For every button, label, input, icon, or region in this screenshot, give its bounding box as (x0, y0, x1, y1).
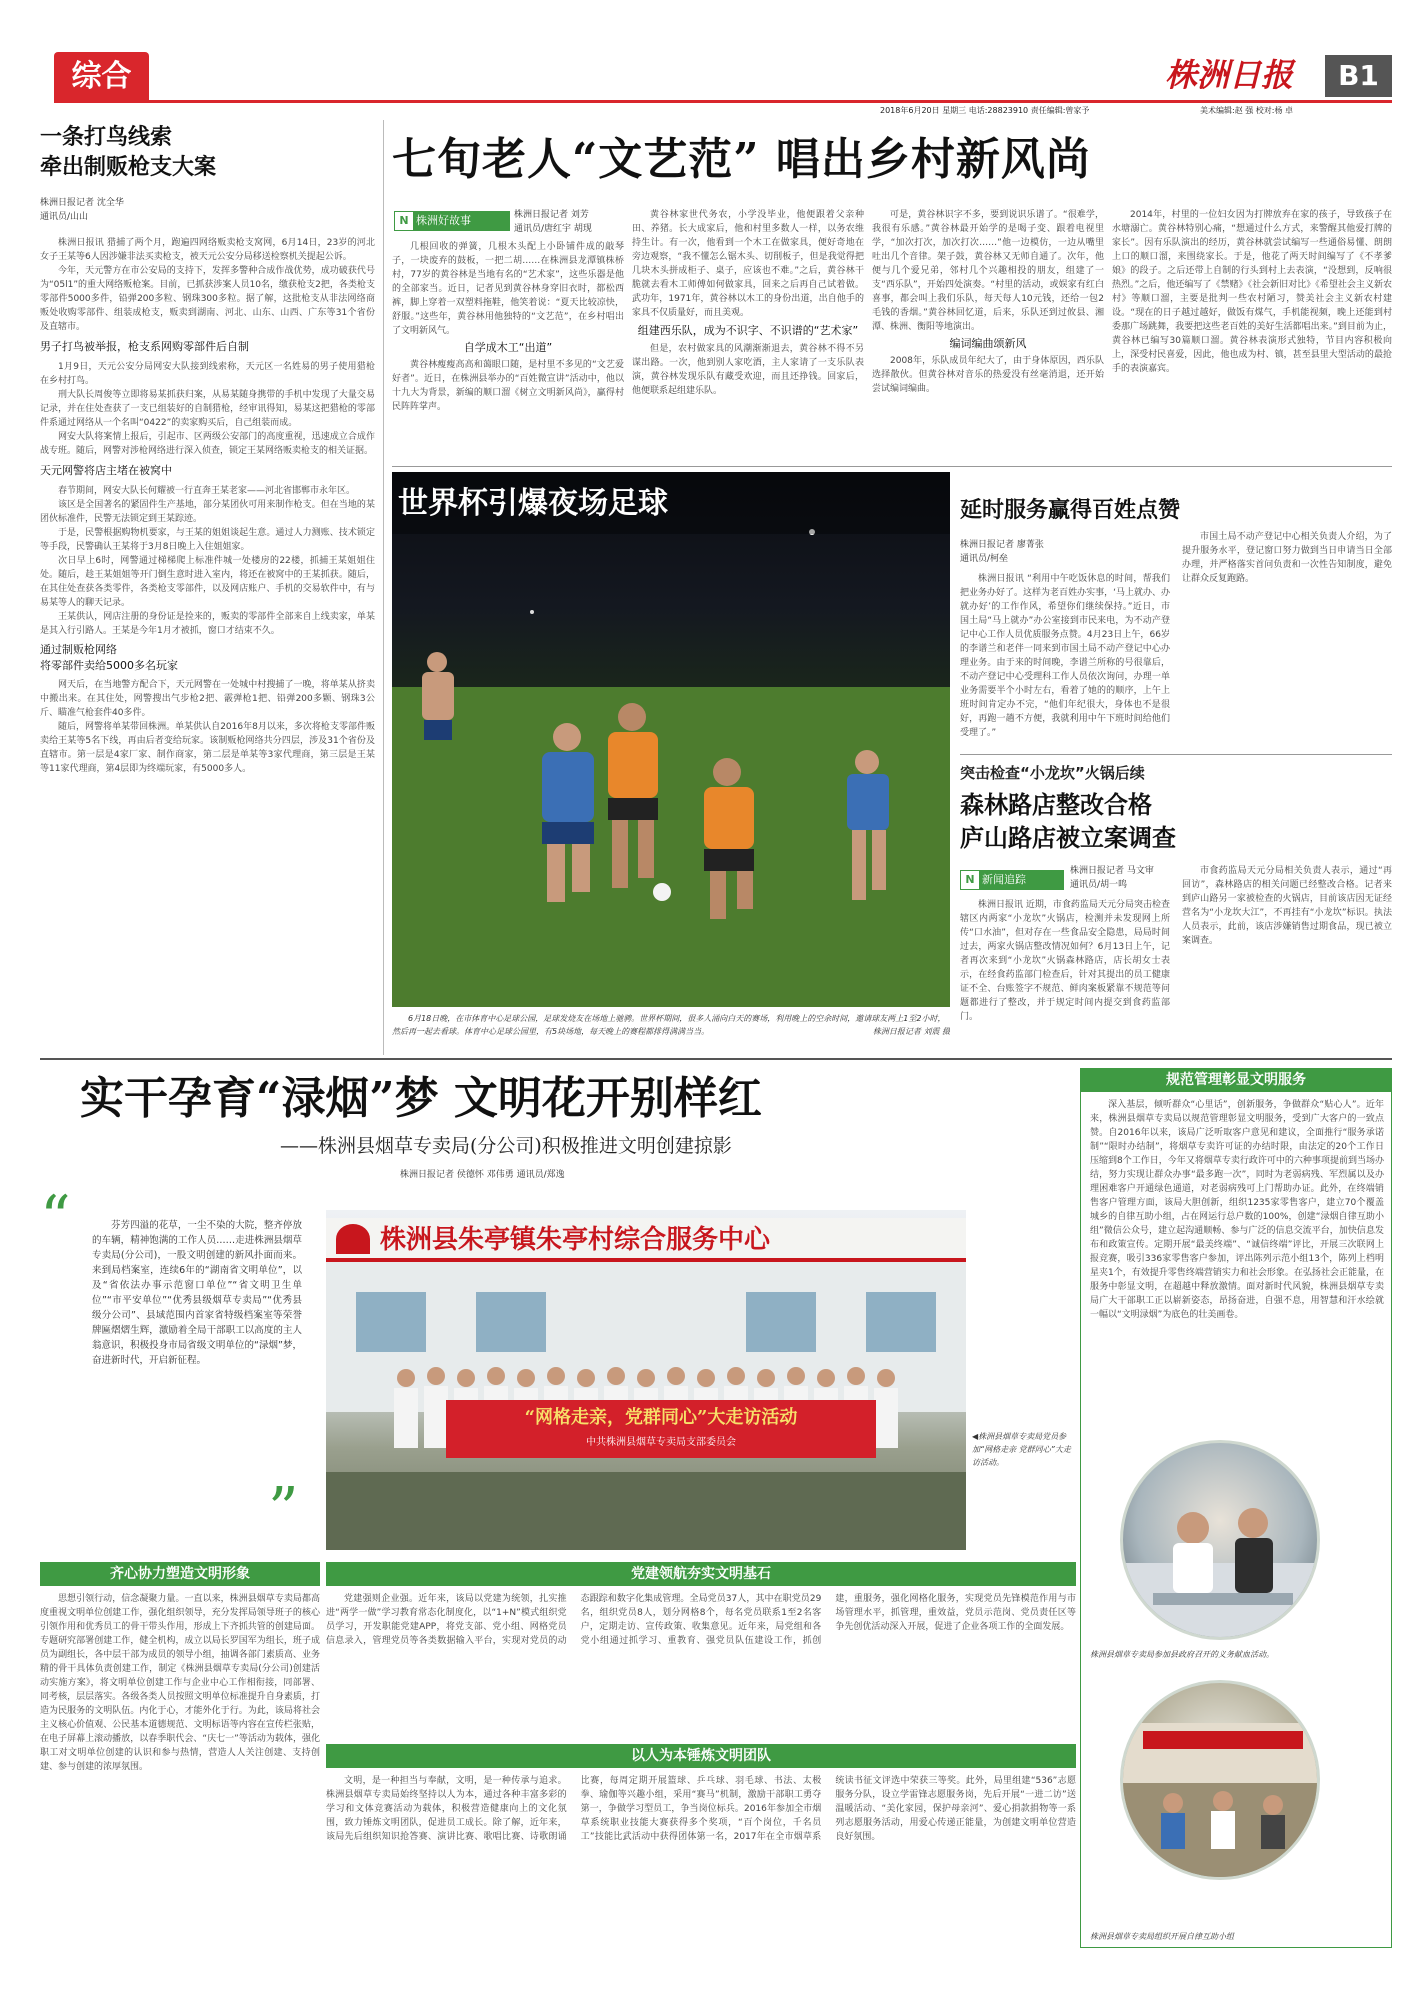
paragraph: 可是，黄谷林识字不多，要到说识乐谱了。“很难学，我很有乐感。”黄谷林最开始学的是喝子变、跟着电视里学，“加次打次，加次打次……”他一边模仿，一边从嘴里吐出几个音律。架子鼓，黄谷林又无师自通了。次年，他便与几个爱兄弟，邻村几个兴趣相投的朋友，组建了一支“西乐队”，开始四处演奏。“村里的活动，或娱家有红白喜事，都会叫上我们乐队，每天每人10元钱，还给一包2毛钱的香烟。”黄谷林回忆道，后来，乐队还到过攸县、湘潭、株洲、衡阳等地演出。 (872, 210, 1104, 332)
paragraph: 2008年，乐队成员年纪大了，由于身体原因，西乐队选择散伙。但黄谷林对音乐的热爱没有丝毫消退，还开始尝试编词编曲。 (872, 356, 1104, 394)
subhead: 自学成木工“出道” (463, 341, 553, 354)
restaurant-byline (1070, 864, 1190, 892)
column-divider (383, 120, 384, 1055)
column-tag (960, 870, 1064, 890)
headline-line2: 庐山路店被立案调查 (960, 823, 1176, 852)
service-byline (960, 538, 1160, 566)
proofreader: 校对:杨 卓 (1255, 106, 1294, 115)
subhead: 天元网警将店主堵在被窝中 (40, 464, 172, 477)
paragraph: 芬芳四溢的花草，一尘不染的大院，整齐停放的车辆，精神饱满的工作人员……走进株洲县烟草专卖局(分公司)，一股文明创建的新风扑面而来。来到局档案室，连续6年的“湖南省文明单位”，以及“省依法办事示范窗口单位”“省文明卫生单位”“市平安单位”“优秀县级烟草专卖局”“优秀县级分公司”、县域范围内首家省特级档案室等荣誉牌匾熠熠生辉，激励着全局干部职工以高度的主人翁意识，积极投身市局省级文明单位的“渌烟”梦，奋进新时代，开启新征程。 (92, 1220, 302, 1366)
section-bar: 齐心协力塑造文明形象 (40, 1562, 320, 1586)
blood-donation-scene (1123, 1443, 1320, 1640)
paragraph: 王某供认，网店注册的身份证是捡来的，贩卖的零部件全部来自上线卖家，单某是其入行引路人。王某是今年1月才被抓，窗口才结束不久。 (40, 612, 375, 636)
horizontal-rule (392, 466, 1392, 467)
byline-correspondent: 通讯员/唐红宇 胡现 (514, 224, 592, 234)
paragraph: 思想引领行动，信念凝聚力量。一直以来，株洲县烟草专卖局都高度重视文明单位创建工作，强化组织领导，充分发挥局领导班子的核心引领作用和优秀员工的骨干带头作用，形成上下齐抓共管的创建局面。专题研究部署创建工作，健全机构，成立以局长罗国军为组长，班子成员为副组长，各中层干部为成员的领导小组，抽调各部门素质高、业务精的骨干具体负责创建工作，制定《株洲县烟草专卖局(分公司)创建活动实施方案》，将文明单位创建工作与企业中心工作相衔接，同部署、同考核，层层落实。各级各类人员按照文明单位标准提升自身素质，打造为民服务的文明队伍。内化于心，才能外化于行。为此，该局将社会主义核心价值观、公民基本道德规范、文明标语等内容在宣传栏张贴，在电子屏幕上滚动播放，以春季职代会、“庆七一”等活动为载体，强化职工对文明单位创建的认识和参与热情，营造人人关注创建、支持创建、参与创建的浓厚氛围。 (40, 1594, 320, 1772)
sec-d-body (1090, 1098, 1384, 1430)
dateline (880, 104, 1200, 118)
caption-text: 6月18日晚，在市体育中心足球公园，足球发烧友在场地上驰骋。世界杯期间，很多人涌向白天的赛场，利用晚上的空余时间，邀请球友两上1至2小时，然后再一起去看球。体育中心足球公园里，有5块场地，每天晚上的赛程都排得满满当当。 (392, 1014, 946, 1036)
paragraph: 市食药监局天元分局相关负责人表示，通过“再回访”，森林路店的相关问题已经整改合格。记者来到庐山路另一家被检查的火锅店，目前该店因无证经营名为“小龙坎大江”，不再挂有“小龙坎”标识。执法人员表示，此前，该店涉嫌销售过期食品，现已被立案调查。 (1182, 866, 1392, 946)
sec-b-body (326, 1592, 1076, 1734)
group-photo (326, 1210, 966, 1550)
football-photo (392, 472, 950, 1007)
column-tag (394, 211, 510, 231)
byline-reporter: 株洲日报记者 马文审 (1070, 866, 1154, 876)
paragraph: 该区是全国著名的紧固件生产基地，部分某团伙可用来制作枪支。但在当地的某团伙标准件，民警无法锁定到王某踪迹。 (40, 500, 375, 524)
paragraph: 网安大队将案情上报后，引起市、区两级公安部门的高度重视，迅速成立合成作战专班。随后，网警对涉枪网络进行深入侦查，锁定王某网络贩卖枪支的相关证据。 (40, 432, 375, 456)
paragraph: 但是，农村做家具的风潮渐渐退去，黄谷林不得不另谋出路。一次，他到别人家吃酒，主人家请了一支乐队表演，黄谷林发现乐队有藏受欢迎，而且还挣钱。回家后，他便联系起组建乐队。 (632, 344, 864, 396)
byline-correspondent: 通讯员/山山 (40, 212, 89, 222)
group-meeting-scene (1123, 1683, 1320, 1880)
phone: 电话:28823910 (968, 106, 1029, 115)
pointer-icon: ◀ (972, 1432, 979, 1441)
circle-photo-2 (1120, 1680, 1320, 1880)
gun-case-body (40, 236, 375, 1042)
section-divider (40, 1058, 1392, 1060)
banner-main: “网格走亲，党群同心”大走访活动 (524, 1407, 798, 1428)
football-headline: 世界杯引爆夜场足球 (392, 472, 950, 534)
page-number: B1 (1325, 55, 1392, 97)
byline-correspondent: 通讯员/胡一鸣 (1070, 880, 1128, 890)
artist-col-4 (1112, 208, 1392, 462)
gun-case-headline (40, 122, 370, 182)
horizontal-rule (960, 754, 1392, 755)
section-rule (54, 100, 1392, 103)
column-name: 新闻追踪 (982, 873, 1026, 886)
paragraph: 株洲日报讯 猎捕了两个月，跑遍四网络贩卖枪支窝网，6月14日，23岁的河北女子王某等6人因涉嫌非法买卖枪支，被天元公安分局移送检察机关提起公诉。 (40, 238, 375, 262)
sign-logo-icon (336, 1224, 370, 1254)
restaurant-col-2 (1182, 864, 1392, 1044)
building-sign (326, 1218, 966, 1262)
date: 2018年6月20日 (880, 106, 940, 115)
byline-reporter: 株洲日报记者 沈全华 (40, 198, 124, 208)
n-tag-icon: N (395, 212, 413, 230)
football-scene (392, 472, 950, 1007)
restaurant-col-1 (960, 898, 1170, 1044)
artist-col-3 (872, 208, 1104, 462)
artist-headline: 七旬老人“文艺范” 唱出乡村新风尚 (392, 134, 1091, 185)
football-caption (392, 1012, 950, 1052)
section-tab (54, 52, 149, 102)
sec-a-body (40, 1592, 320, 1948)
artist-col-1 (392, 240, 624, 462)
paragraph: 株洲日报讯 近期，市食药监局天元分局突击检查辖区内两家“小龙坎”火锅店，检测并未发现网上所传“口水油”，但对存在一些食品安全隐患，局局时间过去，两家火锅店整改情况如何？6月13日上午，记者再次来到“小龙坎”火锅森林路店，店长胡女士表示，在经食药监部门检查后，针对其提出的员工健康证不全、台账签字不规范、鲜肉案板紧靠不规范等问题都进行了整改，并于规定时间内提交到食药监部门。 (960, 900, 1170, 1022)
caption-text: 株洲县烟草专卖局党员参加“网格走亲 党群同心”大走访活动。 (972, 1432, 1071, 1467)
service-headline: 延时服务赢得百姓点赞 (960, 497, 1181, 523)
subhead: 通过制贩枪网络 (40, 643, 117, 656)
n-tag-icon: N (961, 871, 979, 889)
banner-sub: 中共株洲县烟草专卖局支部委员会 (586, 1437, 736, 1448)
restaurant-headline (960, 788, 1390, 854)
pitch (392, 687, 950, 1007)
floodlight (530, 610, 534, 614)
paragraph: 2014年，村里的一位妇女因为打牌放弃在家的孩子，导致孩子在水塘溺亡。黄谷林特别心痛，“想通过什么方式，来警醒其他爱打牌的家长”。因有乐队演出的经历，黄谷林就尝试编写一些通俗易懂、朗朗上口的顺口溜，来围绕家长。于是，他花了两天时间编写了《不孝爹娘》的段子。之后还带上自制的行头到村上去表演，“没想到，反响很热烈。”之后，他还编写了《禁赌》《社会新旧对比》《希望社会主义新农村》等顺口溜，主要是批判一些农村陋习，赞美社会主义新农村建设。“现在的日子越过越好，做饭有煤气，手机能视频，晚上还能到村委那广场跳舞，我要把这些老百姓的美好生活都唱出来。”到目前为止，黄谷林已编写30篇顺口溜。黄谷林表演形式独特，节目内容积极向上，深受村民喜爱，因此，他也成为村、镇，甚至县里大型活动的最抢手的表演嘉宾。 (1112, 210, 1392, 374)
open-quote-icon: “ (40, 1183, 71, 1253)
subhead: 组建西乐队，成为不识字、不识谱的“艺术家” (637, 324, 859, 337)
tobacco-subtitle: ——株洲县烟草专卖局(分公司)积极推进文明创建掠影 (280, 1135, 732, 1157)
weekday: 星期三 (942, 106, 967, 115)
paragraph: 刑大队长周俊等立即将易某抓获归案，从易某随身携带的手机中发现了大量交易记录，并在住处查获了一支已组装好的自制猎枪，经审讯得知，易某这把猎枪的零部件系通过网络从一个名叫“0422”的卖家购买后，自己组装而成。 (40, 390, 375, 428)
editor: 责任编辑:曾家予 (1030, 106, 1090, 115)
paragraph: 1月9日，天元公安分局网安大队接到线索称，天元区一名姓易的男子使用猎枪在乡村打鸟。 (40, 362, 375, 386)
service-col-1 (960, 572, 1170, 748)
photo-credit: 株洲日报记者 刘震 摄 (872, 1027, 950, 1036)
player-shirtless (422, 652, 454, 740)
section-bar: 规范管理彰显文明服务 (1080, 1068, 1392, 1092)
paragraph: 今年，天元警方在市公安局的支持下，发挥多警种合成作战优势，成功破获代号为“05l1”的重大网络贩枪案。目前，已抓获涉案人员10名，缴获枪支2把，各类枪支零部件5000多件，铅弹200多粒、钢珠300多粒。据了解，这批枪支从非法网络商贩处收购零部件、组装成枪支，贩卖到湖南、河北、山东、山西、广东等31个省份及直辖市。 (40, 266, 375, 332)
paragraph: 几根回收的弹簧，几根木头配上小卧铺件成的敲琴子，一块废弃的鼓板，一把二胡……在株洲县龙潭镇株桥村，77岁的黄谷林是当地有名的“艺术家”，这些乐器是他的全部家当。近日，记者见到黄谷林身穿旧衣时，都松西裤，脚上穿着一双塑料拖鞋，他笑着说：“夏天比较凉快，舒服。”这些年，黄谷林用他独特的“文艺范”，在乡村唱出了文明新风气。 (392, 242, 624, 336)
subhead: 男子打鸟被举报，枪支系网购零部件后自制 (40, 340, 249, 353)
football-ball (653, 883, 671, 901)
paragraph: 黄谷林瘦瘦高高和蔼眼口随，是村里不多见的“文艺爱好者”。近日，在株洲县举办的“百姓微宣讲”活动中，他以十九大为背景，新编的顺口溜《树立文明新风尚》，赢得村民阵阵掌声。 (392, 360, 624, 412)
byline-reporter: 株洲日报记者 刘芳 (514, 210, 589, 220)
artist-col-2 (632, 208, 864, 462)
byline-correspondent: 通讯员/柯垒 (960, 554, 1009, 564)
restaurant-kicker: 突击检查“小龙坎”火锅后续 (960, 764, 1145, 782)
section-name: 综合 (71, 59, 132, 94)
close-quote-icon: ” (268, 1475, 299, 1545)
gun-case-byline (40, 196, 290, 224)
paragraph: 株洲日报讯 “利用中午吃饭休息的时间，帮我们把业务办好了。这样为老百姓办实事，‘马上就办、办就办好’的工作作风，希望你们继续保持。”近日，市国土局“马上就办”办公室接到市民来电，为不动产登记中心工作人员优质服务点赞。4月23日上午，66岁的李谱兰和老伴一同来到市国土局不动产登记中心办理业务。由于来的时间晚，李谱兰所称的号很靠后，不动产登记中心受理科工作人员依次询问，办理一单业务需要半个小时左右，看着了她的的顺序，上午上班时间肯定办不完，“他们年纪很大，身体也不是很好，再跑一趟不方便，我就利用中午下班时间给他们受理了。” (960, 574, 1170, 738)
circle-photo-2-caption: 株洲县烟草专卖局组织开展自律互助小组 (1090, 1932, 1234, 1941)
paragraph: 网天后，在当地警方配合下，天元网警在一处城中村搜捕了一晚，将单某从挤卖中搬出来。在其住处，网警搜出气步枪2把、霰弹枪1把、铅弹200多颗、钢珠3公斤、瞄准气枪套件40多件。 (40, 680, 375, 718)
paragraph: 次日早上6时，网警通过梯梯爬上标准件城一处楼房的22楼，抓捕王某姐姐住处。随后，趁王某姐姐等开门倒生意时进入室内，将还在被窝中的王某抓获。随后，在其住处查获各类零件，各类枪支零部件，以及网店账户、手机的交易软件中，有与易某等人的聊天记录。 (40, 556, 375, 608)
intro-quote (92, 1218, 302, 1488)
headline-line2: 牵出制贩枪支大案 (40, 154, 217, 180)
section-bar: 以人为本锤炼文明团队 (326, 1744, 1076, 1768)
paragraph: 春节期间，网安大队长何耀被一行直奔王某老家——河北省邯郸市永年区。 (58, 486, 356, 496)
activity-banner (446, 1400, 876, 1458)
dateline-2 (1200, 104, 1395, 118)
circle-photo-1 (1120, 1440, 1320, 1640)
headline-line1: 森林路店整改合格 (960, 790, 1152, 819)
paragraph: 于是，民警根据购物机要家，与王某的姐姐谈起生意。通过人力测账、技术锁定等手段，民警确认王某将于3月8日晚上入住姐姐家。 (40, 528, 375, 552)
newspaper-logo: 株洲日报 (1165, 56, 1294, 94)
tobacco-headline: 实干孕育“渌烟”梦 文明花开别样红 (80, 1073, 762, 1124)
paragraph: 市国土局不动产登记中心相关负责人介绍，为了提升服务水平，登记窗口努力做到当日申请当日全部办理，并严格落实首问负责和一次性告知制度，避免让群众反复跑路。 (1182, 532, 1392, 584)
art-editor: 美术编辑:赵 强 (1200, 106, 1254, 115)
sign-text: 株洲县朱亭镇朱亭村综合服务中心 (380, 1225, 771, 1255)
paragraph: 黄谷林家世代务农，小学没毕业，他便跟着父亲种田、养猪。长大成家后，他和村里多数人一样，以务农维持生计。有一次，他看到一个木工在做家具，便好奇地在旁边观察，“我不懂怎么锯木头、切削板子，但是我觉得把几块木头拼成柜子、桌子，应该也不难。”之后，黄谷林干脆就去看木工师傅如何做家具，回来之后再自己试着做。武功年，1971年，黄谷林以木工的身份出道，出自他手的家具不仅质量好，而且美观。 (632, 210, 864, 318)
sec-c-body (326, 1774, 1076, 1948)
paragraph: 随后，网警将单某带回株洲。单某供认自2016年8月以来，多次将枪支零部件贩卖给王某等5名下线，再由后者变给玩家。该制贩枪网络共分四层，涉及31个省份及直辖市。第一层是4家厂家、制作商家，第二层是单某等3家代理商，第三层是王某等11家代理商，第4层即为终端玩家，有5000多人。 (40, 722, 375, 774)
group-photo-caption (972, 1430, 1072, 1469)
circle-photo-1-caption: 株洲县烟草专卖局参加县政府召开的义务献血活动。 (1090, 1650, 1274, 1659)
paragraph: 深入基层，倾听群众“心里话”，创新服务，争做群众“贴心人”。近年来，株洲县烟草专卖局以规范管理彰显文明服务，受到广大客户的一致点赞。自2016年以来，该局广泛听取客户意见和建议，全面推行“服务承诺制”“限时办结制”，将烟草专卖许可证的办结时限，由法定的20个工作日压缩到8个工作日，今年又将烟草专卖行政许可中的六种事项提前到当场办结，努力实现让群众办事“最多跑一次”，同时为老弱病残、军烈属以及办理困难客户开通绿色通道，对老弱病残可上门帮助办证。此外，在终端销售客户管理方面，该局大胆创新，组织1235家零售客户，建立70个覆盖城乡的自律互助小组，占在网运行总户数的100%，创建“渌烟自律互助小组”微信公众号，建立起沟通顺畅、参与广泛的信息交流平台，加快信息发布和政策宣传。定期开展“最美终端”、“诚信终端”评比，开展三次联网上报竞赛，吸引336家零售客户参加，评出陈列示范小组13个，陈列上档明星夹1个，有效提升零售终端营销实力和社会形象。在弘扬社会正能量，在服务中彰显文明，在超越中释放激情。面对新时代风貌，株洲县烟草专卖局广大干部职工正以崭新姿态，昂扬奋进，自强不息，用智慧和汗水绘就一幅以“文明渌烟”为底色的壮美画卷。 (1090, 1100, 1384, 1320)
subhead: 编词编曲颂新风 (949, 337, 1027, 350)
paragraph: 党建强则企业强。近年来，该局以党建为统领，扎实推进“两学一做”学习教育常态化制度化，以“1+N”模式组织党员学习，开发职能党建APP，将党支部、党小组、网格党员信息录入，管理党员等各类数据输入平台，实现对党员的动态跟踪和数字化集成管理。全局党员37人，其中在职党员29名，组织党员8人，划分网格8个，每名党员联系1至2名客户，定期走访、宣传政策、收集意见。近年来，局党组和各党小组通过抓学习、重教育、强党员队伍建设工作，抓创建，重服务，强化网格化服务，实现党员先锋模范作用与市场管理水平，抓管理，重效益，党员示范岗、党员责任区等争先创优活动深入开展，促进了企业各项工作的全面发展。 (326, 1594, 1076, 1646)
column-name: 株洲好故事 (416, 214, 471, 227)
headline-line1: 一条打鸟线索 (40, 124, 173, 150)
service-col-2 (1182, 530, 1392, 748)
section-bar: 党建领航夯实文明基石 (326, 1562, 1076, 1586)
subhead: 将零部件卖给5000多名玩家 (40, 659, 178, 672)
byline-reporter: 株洲日报记者 廖菁张 (960, 540, 1044, 550)
tobacco-byline: 株洲日报记者 侯德怀 邓伟勇 通讯员/郑逸 (400, 1170, 565, 1180)
paragraph: 文明，是一种担当与奉献，文明，是一种传承与追求。株洲县烟草专卖局始终坚持以人为本，通过各种丰富多彩的学习和文体竞赛活动为载体，积极营造健康向上的文化氛围，致力锤炼文明团队，促进员工成长。除了解，近年来，该局先后组织知识抢答赛、演讲比赛、歌唱比赛、诗歌朗诵比赛，每周定期开展篮球、乒乓球、羽毛球、书法、太极拳、瑜伽等兴趣小组，采用“赛马”机制，激励干部职工勇夺第一，争做学习型员工，争当岗位标兵。2016年参加全市烟草系统职业技能大赛获得多个奖项，“百个岗位，千名员工”技能比武活动中获得团体第一名，2017年在全市烟草系统读书征文评选中荣获三等奖。此外，局里组建“536”志愿服务分队，设立学雷锋志愿服务岗，先后开展“一进二访”送温暖活动、“美化家园，保护母亲河”、爱心捐款捐物等一系列志愿服务活动，用爱心传递正能量，为创建文明单位营造良好氛围。 (326, 1776, 1076, 1842)
